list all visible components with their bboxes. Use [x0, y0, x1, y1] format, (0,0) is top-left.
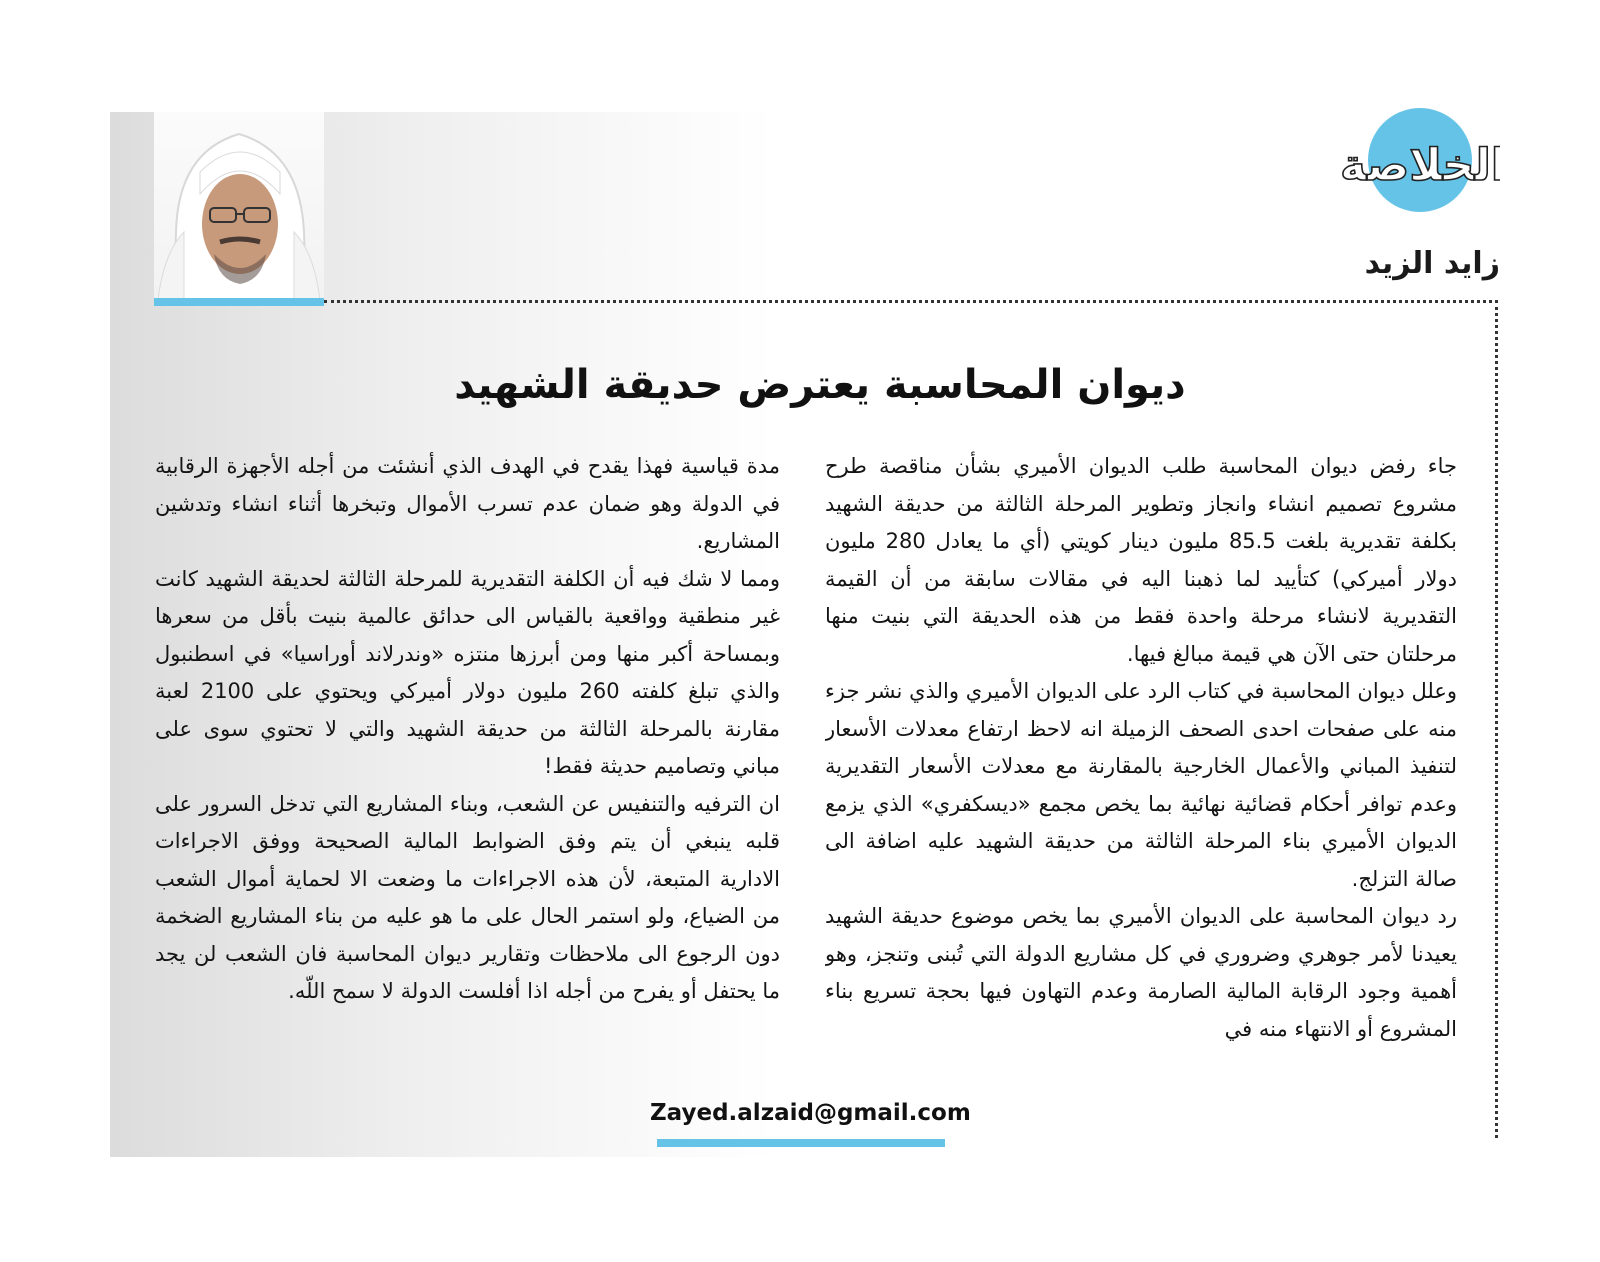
author-portrait-image	[154, 112, 324, 300]
dotted-divider-horizontal	[324, 300, 1498, 303]
author-name: زايد الزيد	[1364, 246, 1500, 281]
author-email[interactable]: Zayed.alzaid@gmail.com	[650, 1100, 971, 1126]
paragraph: مدة قياسية فهذا يقدح في الهدف الذي أنشئت من أجله الأجهزة الرقابية في الدولة وهو ضمان عدم تسرب الأموال وتبخرها أثناء انشاء وتدشين المشاريع.	[155, 454, 780, 553]
paragraph: جاء رفض ديوان المحاسبة طلب الديوان الأميري بشأن مناقصة طرح مشروع تصميم انشاء وانجاز وتطوير المرحلة الثالثة من حديقة الشهيد بكلفة تقديرية بلغت 85.5 مليون دينار كويتي (أي ما يعادل 280 مليون دولار أميركي) كتأييد لما ذهبنا اليه في مقالات سابقة من أن القيمة التقديرية لانشاء مرحلة واحدة فقط من هذه الحديقة التي بنيت منها مرحلتان حتى الآن هي قيمة مبالغ فيها.	[825, 454, 1457, 666]
column-logo	[1245, 108, 1500, 228]
article-column-left	[155, 448, 780, 1088]
article-title: ديوان المحاسبة يعترض حديقة الشهيد	[454, 362, 1186, 408]
paragraph: ان الترفيه والتنفيس عن الشعب، وبناء المشاريع التي تدخل السرور على قلبه ينبغي أن يتم وفق الضوابط المالية الصحيحة ووفق الاجراءات الادارية المتبعة، لأن هذه الاجراءات ما وضعت الا لحماية أموال الشعب من الضياع، ولو استمر الحال على ما هو عليه من بناء المشاريع الضخمة دون الرجوع الى ملاحظات وتقارير ديوان المحاسبة فان الشعب لن يجد ما يحتفل أو يفرح من أجله اذا أفلست الدولة لا سمح اللّه.	[155, 791, 780, 1003]
photo-accent-bar	[154, 298, 324, 306]
paragraph: ومما لا شك فيه أن الكلفة التقديرية للمرحلة الثالثة لحديقة الشهيد كانت غير منطقية وواقعية بالقياس الى حدائق عالمية بنيت بأقل من سعرها وبمساحة أكبر منها ومن أبرزها منتزه «وندرلاند أوراسيا» في اسطنبول والذي تبلغ كلفته 260 مليون دولار أميركي ويحتوي على 2100 لعبة مقارنة بالمرحلة الثالثة من حديقة الشهيد والتي لا تحتوي سوى على مباني وتصاميم حديثة فقط!	[155, 566, 780, 778]
dotted-divider-vertical	[1495, 300, 1498, 1138]
article-column-right	[825, 448, 1457, 1088]
column-logo-text: الخلاصة	[1340, 140, 1500, 191]
email-accent-bar	[657, 1139, 945, 1147]
author-photo	[154, 112, 324, 300]
paragraph: وعلل ديوان المحاسبة في كتاب الرد على الديوان الأميري والذي نشر جزء منه على صفحات احدى الصحف الزميلة انه لاحظ ارتفاع معدلات الأسعار لتنفيذ المباني والأعمال الخارجية بالمقارنة مع معدلات الأسعار التقديرية وعدم توافر أحكام قضائية نهائية بما يخص مجمع «ديسكفري» الذي يزمع الديوان الأميري بناء المرحلة الثالثة من حديقة الشهيد عليه اضافة الى صالة التزلج.	[825, 679, 1457, 891]
paragraph: رد ديوان المحاسبة على الديوان الأميري بما يخص موضوع حديقة الشهيد يعيدنا لأمر جوهري وضروري في كل مشاريع الدولة التي تُبنى وتنجز، وهو أهمية وجود الرقابة المالية الصارمة وعدم التهاون فيها بحجة تسريع بناء المشروع أو الانتهاء منه في	[825, 904, 1457, 1041]
